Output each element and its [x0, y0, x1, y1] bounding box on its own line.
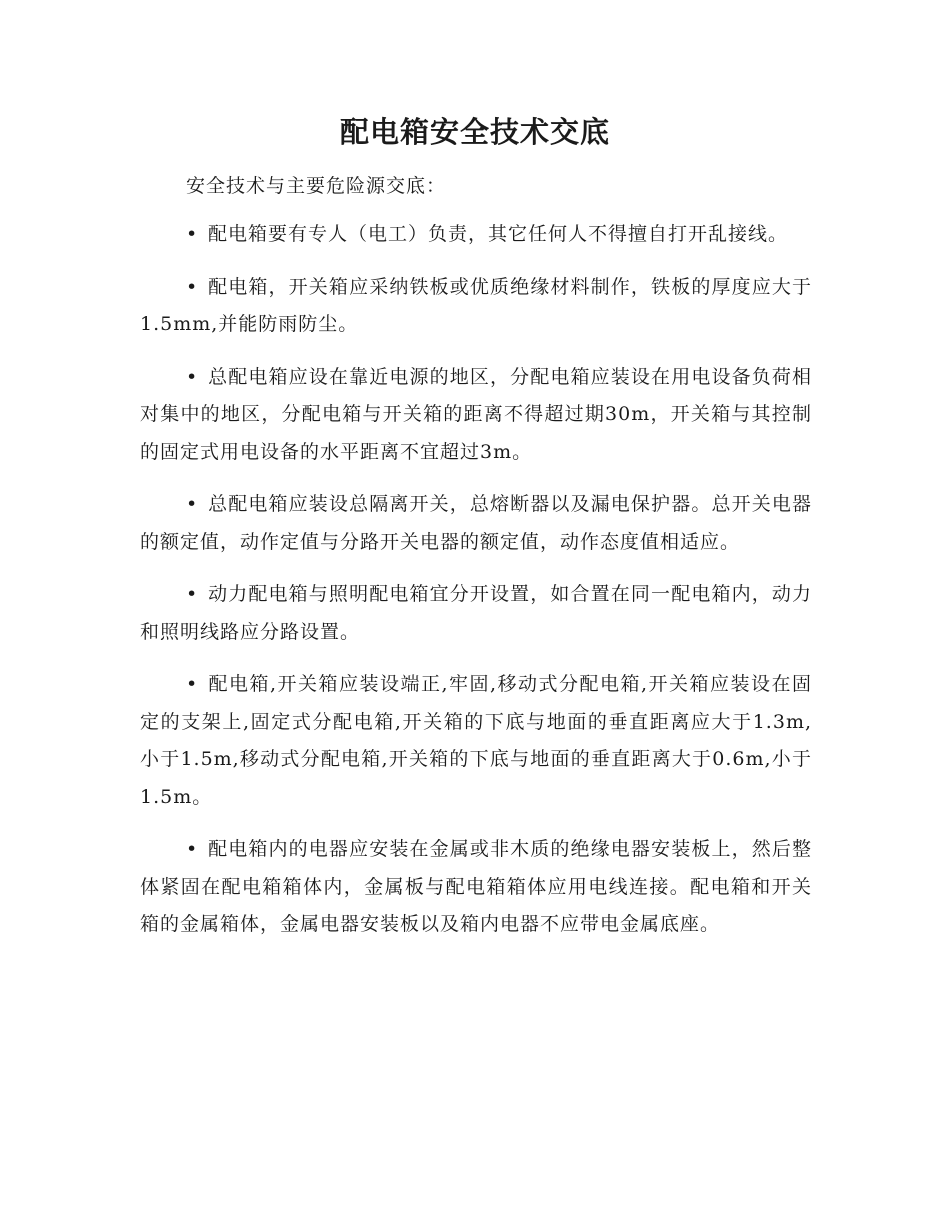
item-text: 配电箱，开关箱应采纳铁板或优质绝缘材料制作，铁板的厚度应大于1.5mm,并能防雨防尘。	[140, 275, 812, 335]
document-title: 配电箱安全技术交底	[339, 115, 610, 149]
item-text: 动力配电箱与照明配电箱宜分开设置，如合置在同一配电箱内，动力和照明线路应分路设置。	[140, 583, 812, 643]
list-item	[140, 269, 812, 344]
intro-text: 安全技术与主要危险源交底：	[186, 175, 447, 197]
bullet-icon: •	[186, 365, 199, 388]
list-item	[140, 486, 812, 561]
list-item	[140, 216, 812, 254]
bullet-icon: •	[186, 673, 199, 695]
bullet-icon: •	[186, 223, 199, 245]
bullet-icon: •	[186, 838, 199, 860]
item-text: 总配电箱应设在靠近电源的地区，分配电箱应装设在用电设备负荷相对集中的地区，分配电箱与开关箱的距离不得超过期30m，开关箱与其控制的固定式用电设备的水平距离不宜超过3m。	[140, 365, 812, 463]
item-text: 总配电箱应装设总隔离开关，总熔断器以及漏电保护器。总开关电器的额定值，动作定值与分路开关电器的额定值，动作态度值相适应。	[140, 493, 812, 553]
item-text: 配电箱,开关箱应装设端正,牢固,移动式分配电箱,开关箱应装设在固定的支架上,固定式分配电箱,开关箱的下底与地面的垂直距离应大于1.3m,小于1.5m,移动式分配电箱,开关箱的下底与地面的垂直距离大于0.6m,小于1.5m。	[140, 673, 812, 808]
bullet-icon: •	[186, 583, 199, 605]
list-item	[140, 359, 812, 472]
bullet-icon: •	[186, 493, 199, 515]
item-text: 配电箱要有专人（电工）负责，其它任何人不得擅自打开乱接线。	[208, 223, 789, 245]
list-item	[140, 831, 812, 944]
item-text: 配电箱内的电器应安装在金属或非木质的绝缘电器安装板上，然后整体紧固在配电箱箱体内，金属板与配电箱箱体应用电线连接。配电箱和开关箱的金属箱体，金属电器安装板以及箱内电器不应带电金属底座。	[140, 838, 812, 935]
list-item	[140, 666, 812, 816]
bullet-icon: •	[186, 275, 199, 298]
safety-items-list	[140, 216, 812, 959]
list-item	[140, 576, 812, 651]
